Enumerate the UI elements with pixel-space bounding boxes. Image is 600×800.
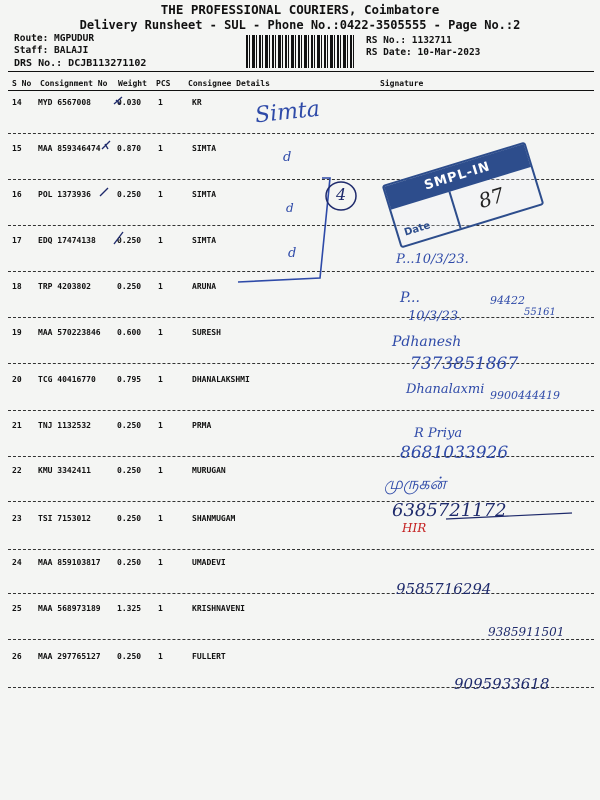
cell-pcs: 1 (158, 421, 163, 430)
cell-consignment: TCG 40416770 (38, 375, 96, 384)
signature-row-18-date: 10/3/23. (408, 309, 463, 324)
cell-weight: 0.250 (117, 466, 142, 475)
cell-consignee: PRMA (192, 421, 212, 430)
signature-row-19: Pdhanesh (392, 334, 462, 350)
cell-consignment: MYD 6567008 (38, 98, 91, 107)
handwritten-simta: Simta (253, 96, 322, 129)
cell-sno: 19 (12, 328, 22, 337)
phone-row-25: 9385911501 (488, 625, 565, 639)
drs-number: DRS No.: DCJB113271102 (14, 58, 147, 69)
cell-consignment: TSI 7153012 (38, 514, 91, 523)
staff-label: Staff: BALAJI (14, 45, 89, 56)
cell-pcs: 1 (158, 98, 163, 107)
cell-consignee: SIMTA (192, 190, 217, 199)
cell-pcs: 1 (158, 375, 163, 384)
signature-row-21: R Priya (414, 426, 463, 441)
cell-sno: 20 (12, 375, 22, 384)
cell-sno: 17 (12, 236, 22, 245)
cell-sno: 23 (12, 514, 22, 523)
cell-sno: 16 (12, 190, 22, 199)
cell-consignment: POL 1373936 (38, 190, 91, 199)
ditto-mark: d (286, 201, 294, 215)
signature-row-20: Dhanalaxmi (406, 382, 485, 397)
stamp-number: 87 (475, 182, 508, 214)
cell-pcs: 1 (158, 558, 163, 567)
col-consignee: Consignee Details (188, 79, 270, 88)
ditto-mark: d (283, 150, 292, 165)
stamp-title: SMPL-IN (384, 144, 531, 210)
tick-mark (114, 232, 123, 244)
cell-weight: 0.250 (117, 652, 142, 661)
cell-consignment: KMU 3342411 (38, 466, 91, 475)
phone-row-18-b: 55161 (524, 307, 556, 318)
bracket-line (238, 178, 330, 282)
cell-weight: 0.250 (117, 421, 142, 430)
cell-consignment: MAA 859103817 (38, 558, 101, 567)
cell-sno: 26 (12, 652, 22, 661)
cell-pcs: 1 (158, 282, 163, 291)
phone-row-19: 7373851867 (410, 354, 519, 374)
cell-weight: 0.870 (117, 144, 142, 153)
tick-mark (114, 97, 122, 104)
phone-row-26: 9095933618 (454, 675, 550, 693)
cell-consignee: KRISHNAVENI (192, 604, 245, 613)
phone-row-21: 8681033926 (400, 443, 509, 463)
cell-weight: 0.250 (117, 558, 142, 567)
cell-pcs: 1 (158, 652, 163, 661)
cell-weight: 0.795 (117, 375, 142, 384)
cell-weight: 1.325 (117, 604, 142, 613)
cell-pcs: 1 (158, 144, 163, 153)
route-label: Route: MGPUDUR (14, 33, 95, 44)
cell-pcs: 1 (158, 236, 163, 245)
tick-mark (102, 141, 110, 149)
cell-weight: 0.250 (117, 190, 142, 199)
cell-consignment: EDQ 17474138 (38, 236, 96, 245)
cell-consignment: TRP 4203802 (38, 282, 91, 291)
cell-weight: 0.250 (117, 236, 142, 245)
cell-consignee: SURESH (192, 328, 221, 337)
cell-consignment: MAA 568973189 (38, 604, 101, 613)
cell-sno: 24 (12, 558, 22, 567)
stamp-date-label: Date (403, 220, 432, 239)
cell-consignee: SIMTA (192, 144, 217, 153)
cell-weight: 0.030 (117, 98, 142, 107)
runsheet-title: Delivery Runsheet - SUL - Phone No.:0422-3505555 - Page No.:2 (79, 18, 521, 32)
col-sno: S No (12, 79, 32, 88)
cell-consignment: MAA 297765127 (38, 652, 101, 661)
cell-consignment: MAA 859346474 (38, 144, 101, 153)
col-signature: Signature (380, 79, 424, 88)
cell-sno: 25 (12, 604, 22, 613)
col-weight: Weight (118, 79, 147, 88)
cell-consignment: TNJ 1132532 (38, 421, 91, 430)
cell-consignee: UMADEVI (192, 558, 226, 567)
cell-consignee: FULLERT (192, 652, 226, 661)
col-consignment: Consignment No (40, 79, 108, 88)
cell-pcs: 1 (158, 190, 163, 199)
company-title: THE PROFESSIONAL COURIERS, Coimbatore (160, 2, 440, 17)
phone-row-20: 9900444419 (490, 389, 560, 402)
cell-sno: 21 (12, 421, 22, 430)
ditto-mark: d (288, 246, 297, 261)
rs-date: RS Date: 10-Mar-2023 (366, 47, 481, 58)
circled-number: 4 (336, 185, 347, 204)
signature-row-22: முருகன் (384, 474, 446, 494)
cell-consignee: ARUNA (192, 282, 217, 291)
phone-row-24: 9585716294 (396, 580, 492, 598)
cell-weight: 0.600 (117, 328, 142, 337)
cell-consignee: SHANMUGAM (192, 514, 236, 523)
signature-row-18: P... (400, 290, 420, 306)
cell-pcs: 1 (158, 328, 163, 337)
cell-pcs: 1 (158, 514, 163, 523)
cell-consignee: DHANALAKSHMI (192, 375, 250, 384)
cell-consignee: MURUGAN (192, 466, 226, 475)
phone-row-18: 94422 (490, 294, 525, 307)
tick-mark (100, 188, 108, 196)
signature-row-17: P...10/3/23. (396, 252, 469, 267)
cell-sno: 15 (12, 144, 22, 153)
cell-sno: 18 (12, 282, 22, 291)
cell-consignment: MAA 570223846 (38, 328, 101, 337)
phone-row-23: 6385721172 (392, 500, 507, 521)
cell-sno: 14 (12, 98, 22, 107)
cell-consignee: KR (192, 98, 202, 107)
rs-number: RS No.: 1132711 (366, 35, 452, 46)
cell-sno: 22 (12, 466, 22, 475)
cell-pcs: 1 (158, 604, 163, 613)
cell-weight: 0.250 (117, 282, 142, 291)
cell-consignee: SIMTA (192, 236, 217, 245)
cell-pcs: 1 (158, 466, 163, 475)
mark-row-23: HIR (402, 521, 427, 535)
cell-weight: 0.250 (117, 514, 142, 523)
col-pcs: PCS (156, 79, 171, 88)
